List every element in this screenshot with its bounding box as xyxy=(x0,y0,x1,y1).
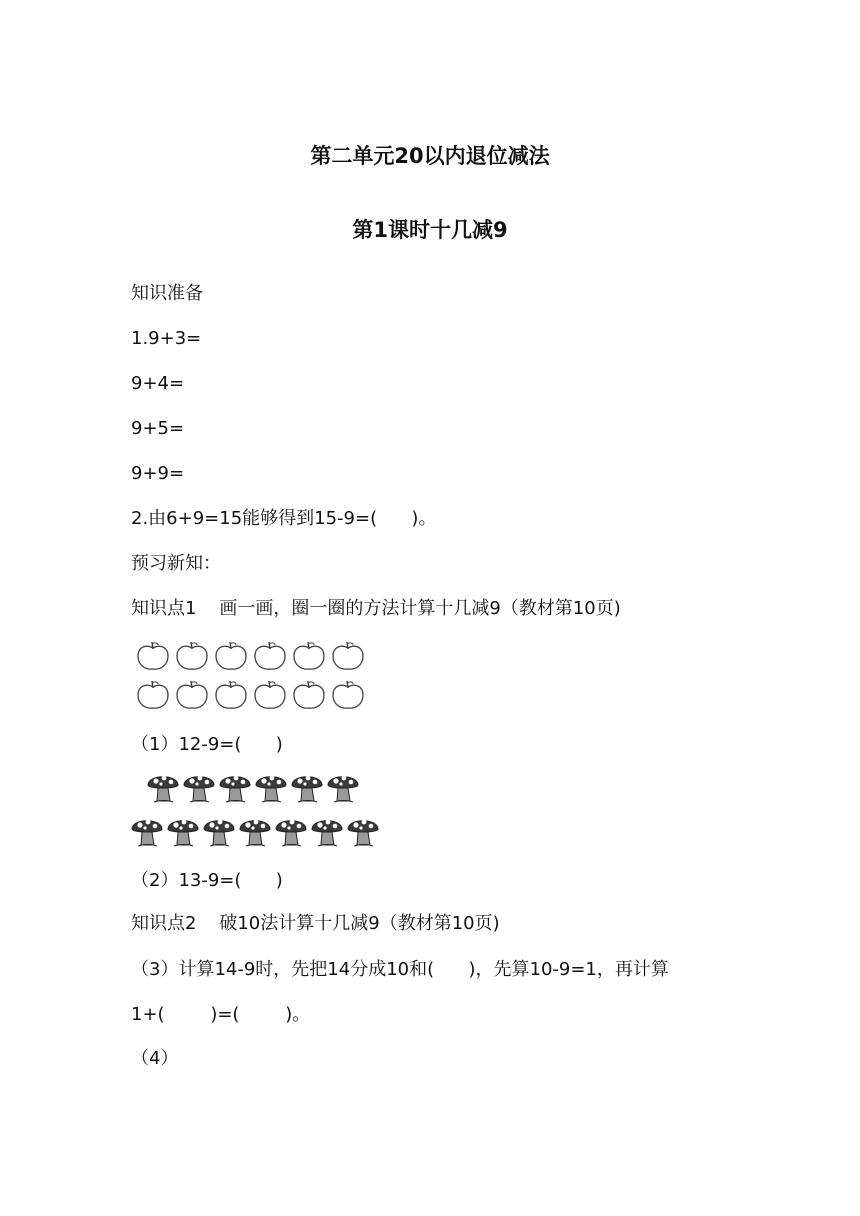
apple-icon xyxy=(138,642,168,669)
mushroom-icon xyxy=(328,776,358,802)
mushroom-icon xyxy=(184,776,214,802)
mushroom-icon xyxy=(348,820,378,846)
mushroom-icon xyxy=(240,820,270,846)
prep-item-2: 9+4= xyxy=(131,373,185,394)
question-4: （4） xyxy=(131,1048,179,1069)
mushroom-icon xyxy=(312,820,342,846)
knowledge-point-1: 知识点1 画一画，圈一圈的方法计算十几减9（教材第10页) xyxy=(131,598,621,619)
prep-item-4: 9+9= xyxy=(131,463,185,484)
mushrooms-illustration xyxy=(130,771,380,853)
mushroom-icon xyxy=(256,776,286,802)
question-1: （1）12-9=( ) xyxy=(131,734,283,755)
mushroom-icon xyxy=(292,776,322,802)
mushroom-icon xyxy=(220,776,250,802)
prep-item-1: 1.9+3= xyxy=(131,328,202,349)
apple-icon xyxy=(216,681,246,708)
mushroom-icon xyxy=(168,820,198,846)
section-preview-heading: 预习新知： xyxy=(131,553,221,574)
mushroom-icon xyxy=(204,820,234,846)
apple-icon xyxy=(255,681,285,708)
apple-icon xyxy=(216,642,246,669)
apple-icon xyxy=(333,681,363,708)
apple-icon xyxy=(177,642,207,669)
apple-icon xyxy=(177,681,207,708)
question-2: （2）13-9=( ) xyxy=(131,870,283,891)
apple-icon xyxy=(333,642,363,669)
section-prep-heading: 知识准备 xyxy=(131,283,203,304)
apple-icon xyxy=(294,681,324,708)
lesson-title: 第1课时十几减9 xyxy=(352,218,508,242)
mushroom-icon xyxy=(148,776,178,802)
prep-item-3: 9+5= xyxy=(131,418,185,439)
apple-icon xyxy=(138,681,168,708)
mushroom-icon xyxy=(276,820,306,846)
question-3-line-1: （3）计算14-9时，先把14分成10和( )，先算10-9=1，再计算 xyxy=(131,959,669,980)
knowledge-point-2: 知识点2 破10法计算十几减9（教材第10页) xyxy=(131,913,500,934)
apple-icon xyxy=(255,642,285,669)
page-title: 第二单元20以内退位减法 xyxy=(310,144,550,168)
apples-illustration xyxy=(134,635,370,715)
mushroom-icon xyxy=(132,820,162,846)
question-3-line-2: 1+( )=( )。 xyxy=(131,1004,311,1025)
apple-icon xyxy=(294,642,324,669)
prep-item-5: 2.由6+9=15能够得到15-9=( )。 xyxy=(131,508,437,529)
